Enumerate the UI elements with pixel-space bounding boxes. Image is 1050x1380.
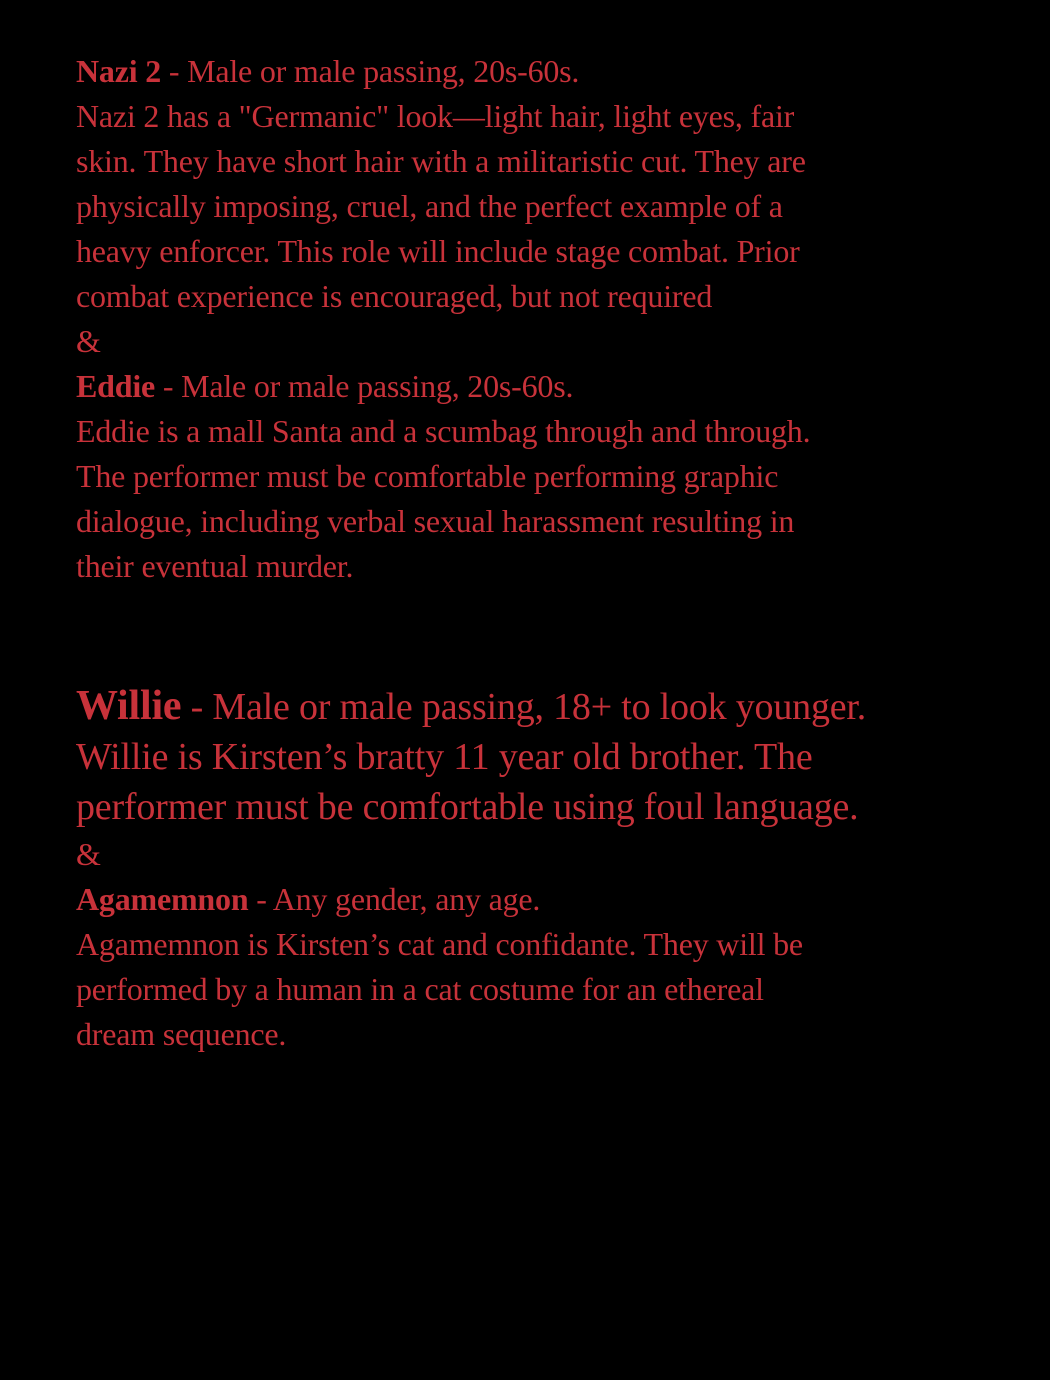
eddie-description-line: Eddie is a mall Santa and a scumbag through and through. bbox=[76, 413, 811, 449]
nazi2-description-line: skin. They have short hair with a militaristic cut. They are bbox=[76, 143, 806, 179]
roles-group-2 bbox=[76, 681, 976, 1057]
eddie-name: Eddie bbox=[76, 368, 156, 404]
agamemnon-description-line: performed by a human in a cat costume for an ethereal bbox=[76, 971, 764, 1007]
willie-name: Willie bbox=[76, 683, 182, 729]
willie-section bbox=[76, 681, 976, 832]
ampersand-separator: & bbox=[76, 836, 101, 872]
agamemnon-section bbox=[76, 832, 976, 1057]
eddie-description-line: The performer must be comfortable performing graphic bbox=[76, 458, 779, 494]
eddie-description-line: dialogue, including verbal sexual harassment resulting in bbox=[76, 503, 795, 539]
nazi2-description-line: heavy enforcer. This role will include stage combat. Prior bbox=[76, 233, 800, 269]
agamemnon-description-line: Agamemnon is Kirsten’s cat and confidante. They will be bbox=[76, 926, 803, 962]
agamemnon-heading bbox=[76, 877, 976, 922]
willie-heading bbox=[76, 681, 976, 732]
nazi2-description-line: physically imposing, cruel, and the perfect example of a bbox=[76, 188, 783, 224]
ampersand-separator: & bbox=[76, 323, 101, 359]
agamemnon-summary: - Any gender, any age. bbox=[248, 881, 541, 917]
nazi2-description-line: combat experience is encouraged, but not required bbox=[76, 278, 713, 314]
nazi2-heading bbox=[76, 49, 976, 94]
eddie-summary: - Male or male passing, 20s-60s. bbox=[155, 368, 574, 404]
nazi2-summary: - Male or male passing, 20s-60s. bbox=[161, 53, 580, 89]
willie-description-line: Willie is Kirsten’s bratty 11 year old brother. The bbox=[76, 736, 813, 778]
roles-group-1 bbox=[76, 49, 976, 589]
agamemnon-description-line: dream sequence. bbox=[76, 1016, 287, 1052]
agamemnon-name: Agamemnon bbox=[76, 881, 249, 917]
eddie-description-line: their eventual murder. bbox=[76, 548, 354, 584]
eddie-heading bbox=[76, 364, 976, 409]
willie-summary: - Male or male passing, 18+ to look younger. bbox=[181, 686, 867, 728]
willie-description-line: performer must be comfortable using foul language. bbox=[76, 786, 859, 828]
nazi2-description-line: Nazi 2 has a "Germanic" look—light hair, light eyes, fair bbox=[76, 98, 795, 134]
nazi2-name: Nazi 2 bbox=[76, 53, 162, 89]
